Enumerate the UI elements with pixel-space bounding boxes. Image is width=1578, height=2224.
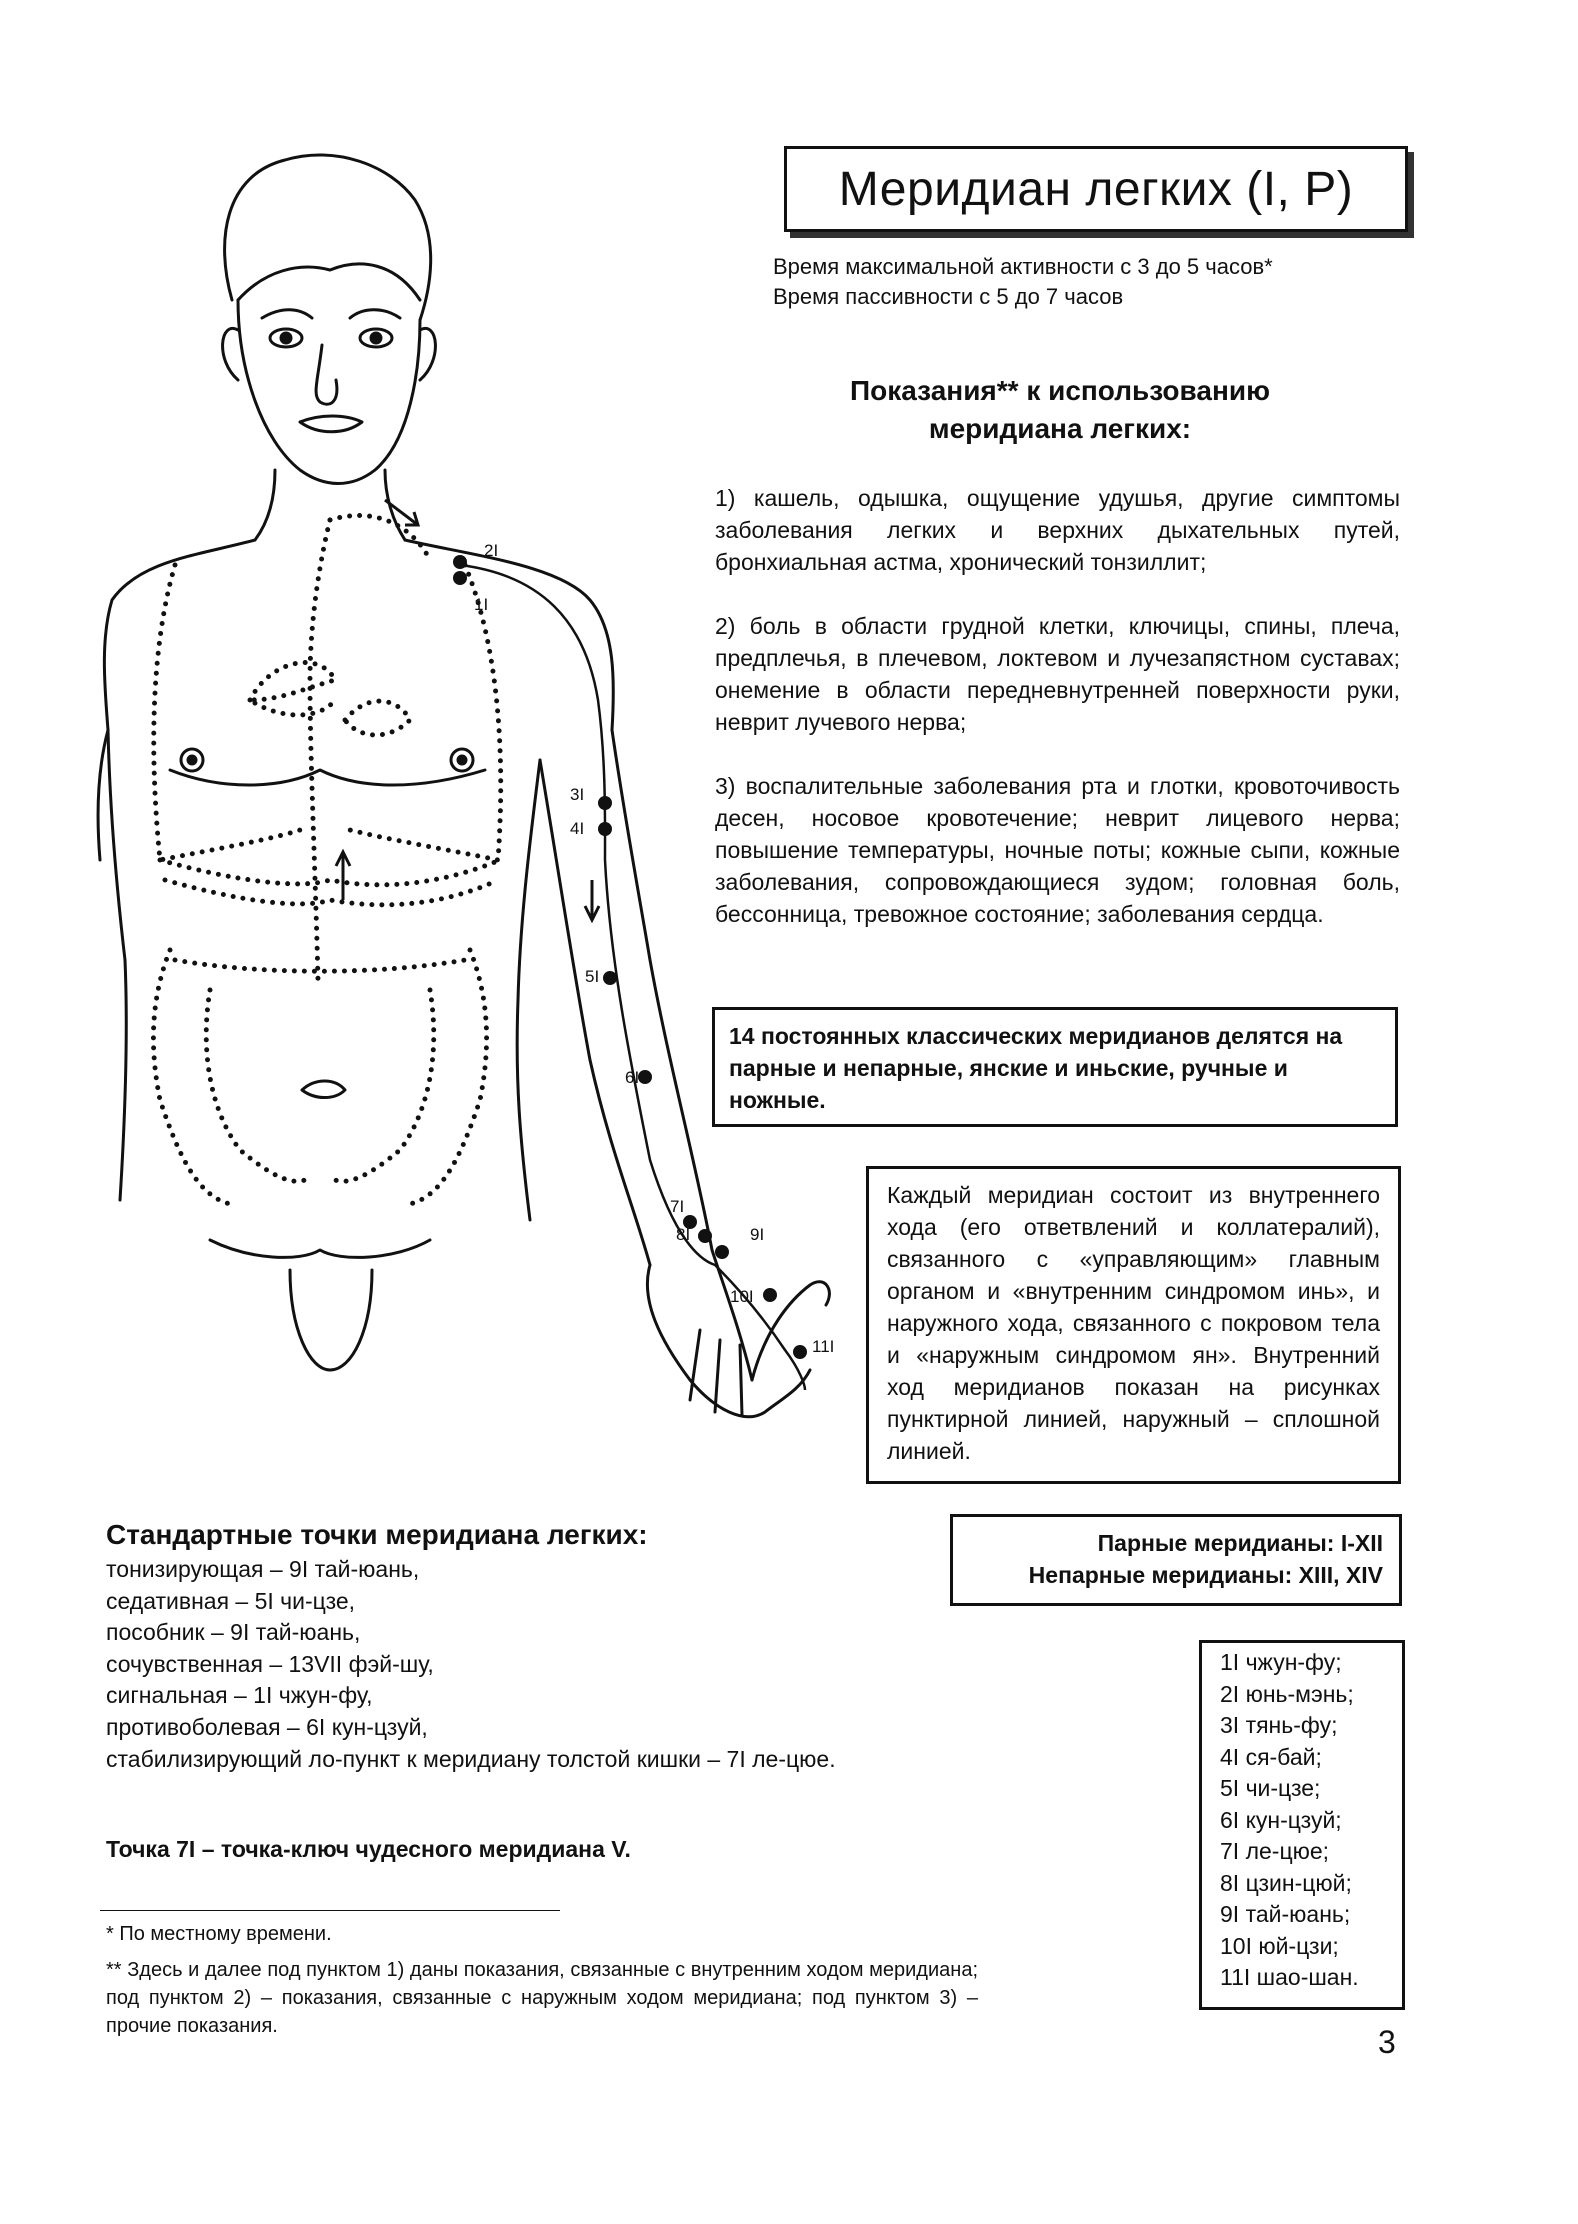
- passive-activity-text: Время пассивности с 5 до 7 часов: [773, 284, 1124, 309]
- footnote-1: * По местному времени.: [106, 1923, 332, 1945]
- activity-times: [773, 252, 1273, 312]
- paired-meridians-text: Парные меридианы: I-XII: [1097, 1530, 1383, 1556]
- paired-meridians-box: [950, 1514, 1402, 1606]
- points-list-box: [1199, 1640, 1405, 2010]
- indications-heading: [800, 372, 1320, 448]
- footnote-2: ** Здесь и далее под пунктом 1) даны показания, связанные с внутренним ходом меридиана; под пунктом 2) – показания, связанные с наружным ходом меридиана; под пунктом 3) – прочие показания.: [106, 1959, 978, 2037]
- indication-item-1: 1) кашель, одышка, ощущение удушья, другие симптомы заболевания легких и верхних дыхательных путей, бронхиальная астма, хронический тонзиллит;: [715, 485, 1400, 575]
- point-item: 3I тянь-фу;: [1220, 1712, 1338, 1738]
- page-title: Меридиан легких (I, P): [838, 162, 1354, 216]
- point-label-11: 11I: [812, 1337, 835, 1356]
- unpaired-meridians-text: Непарные меридианы: XIII, XIV: [1028, 1562, 1383, 1588]
- point-label-5: 5I: [585, 967, 600, 986]
- point-label-1: 1I: [474, 595, 489, 614]
- point-label-8: 8I: [676, 1225, 691, 1244]
- point-item: 1I чжун-фу;: [1220, 1649, 1342, 1675]
- standard-point-item: пособник – 9I тай-юань,: [106, 1619, 361, 1646]
- max-activity-text: Время максимальной активности с 3 до 5 часов*: [773, 254, 1273, 279]
- standard-points-heading: Стандартные точки меридиана легких:: [106, 1519, 648, 1550]
- standard-point-item: седативная – 5I чи-цзе,: [106, 1587, 356, 1614]
- indications-heading-line1: Показания** к использованию: [850, 375, 1270, 406]
- standard-point-item: противоболевая – 6I кун-цзуй,: [106, 1713, 428, 1740]
- footnote-divider: [100, 1910, 560, 1911]
- meridians-14-box: 14 постоянных классических меридианов делятся на парные и непарные, янские и иньские, ручные и ножные.: [712, 1007, 1398, 1127]
- point-label-4: 4I: [570, 819, 585, 838]
- standard-point-item: стабилизирующий ло-пункт к меридиану толстой кишки – 7I ле-цюе.: [106, 1745, 836, 1772]
- point-label-6: 6I: [625, 1068, 640, 1087]
- point-item: 6I кун-цзуй;: [1220, 1806, 1342, 1833]
- point-item: 2I юнь-мэнь;: [1220, 1680, 1354, 1707]
- point-label-10: 10I: [730, 1287, 754, 1306]
- standard-points-list: [106, 1554, 836, 1775]
- face-outline: [238, 300, 420, 484]
- page-number: 3: [1378, 2024, 1396, 2060]
- point-label-3: 3I: [570, 785, 585, 804]
- indications-heading-line2: меридиана легких:: [928, 413, 1192, 444]
- indication-item-3: 3) воспалительные заболевания рта и глотки, кровоточивость десен, носовое кровотечение; неврит лицевого нерва; повышение температуры, ночные поты; кожные сыпи, кожные заболевания, сопровождающиеся зудом; головная боль, бессонница, тревожное состояние; заболевания сердца.: [715, 773, 1400, 927]
- standard-point-item: тонизирующая – 9I тай-юань,: [106, 1556, 420, 1582]
- point-label-2: 2I: [484, 541, 499, 560]
- standard-point-item: сочувственная – 13VII фэй-шу,: [106, 1650, 434, 1677]
- point-item: 5I чи-цзе;: [1220, 1775, 1321, 1801]
- point-item: 8I цзин-цюй;: [1220, 1869, 1352, 1896]
- head-outline: [225, 155, 431, 320]
- meridian-structure-box: Каждый меридиан состоит из внутреннего хода (его ответвлений и коллатералий), связанного с «управляющим» главным органом и «внутренним синдромом инь», и наружного хода, связанного с покровом тела и «наружным синдромом ян». Внутренний ход меридианов показан на рисунках пунктирной линией, наружный – сплошной линией.: [866, 1166, 1401, 1484]
- point-item: 7I ле-цюе;: [1220, 1838, 1330, 1864]
- key-point-text: Точка 7I – точка-ключ чудесного меридиана V.: [106, 1836, 631, 1862]
- point-item: 4I ся-бай;: [1220, 1743, 1322, 1770]
- indication-item-2: 2) боль в области грудной клетки, ключицы, спины, плеча, предплечья, в плечевом, локтевом и лучезапястном суставах; онемение в области передневнутренней поверхности руки, неврит лучевого нерва;: [715, 613, 1400, 735]
- point-item: 10I юй-цзи;: [1220, 1932, 1339, 1959]
- point-item: 11I шао-шан.: [1220, 1964, 1359, 1990]
- point-label-7: 7I: [670, 1197, 685, 1216]
- point-label-9: 9I: [750, 1225, 765, 1244]
- point-item: 9I тай-юань;: [1220, 1901, 1351, 1927]
- title-box: [784, 146, 1408, 232]
- standard-point-item: сигнальная – 1I чжун-фу,: [106, 1682, 373, 1709]
